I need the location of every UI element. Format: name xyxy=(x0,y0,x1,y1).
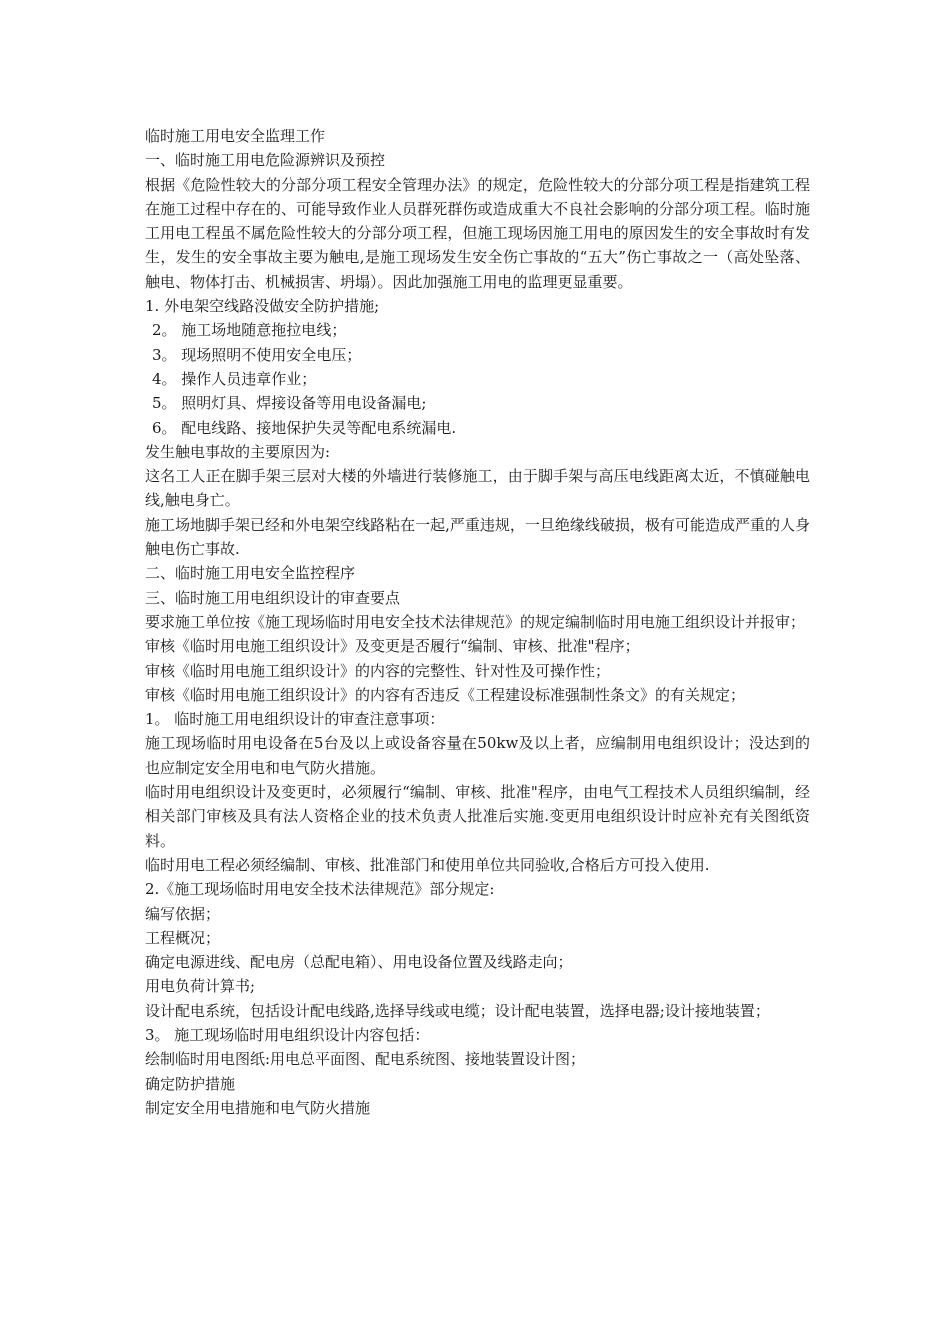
body-paragraph: 编写依据； xyxy=(145,904,221,923)
body-paragraph: 确定电源进线、配电房（总配电箱）、用电设备位置及线路走向； xyxy=(145,953,573,972)
section-heading-1: 一、临时施工用电危险源辨识及预控 xyxy=(145,151,386,170)
body-paragraph: 发生触电事故的主要原因为: xyxy=(145,442,331,461)
body-paragraph: 确定防护措施 xyxy=(145,1074,236,1093)
subsection-heading: 2.《施工现场临时用电安全技术法律规范》部分规定: xyxy=(145,880,495,899)
body-paragraph: 用电负荷计算书; xyxy=(145,977,256,996)
subsection-heading: 1。 临时施工用电组织设计的审查注意事项： xyxy=(145,710,445,729)
subsection-heading: 3。 施工现场临时用电组织设计内容包括： xyxy=(145,1025,430,1044)
body-paragraph: 审核《临时用电施工组织设计》的内容有否违反《工程建设标准强制性条文》的有关规定； xyxy=(145,685,746,704)
list-item: 5。 照明灯具、焊接设备等用电设备漏电; xyxy=(152,394,427,413)
body-paragraph: 这名工人正在脚手架三层对大楼的外墙进行装修施工，由于脚手架与高压电线距离太近，不慎碰触电线,触电身亡。 xyxy=(145,467,810,510)
body-paragraph: 设计配电系统，包括设计配电线路,选择导线或电缆；设计配电装置，选择电器;设计接地装置； xyxy=(145,1001,770,1020)
body-paragraph: 审核《临时用电施工组织设计》及变更是否履行“编制、审核、批准"程序； xyxy=(145,637,640,656)
section-heading-3: 三、临时施工用电组织设计的审查要点 xyxy=(145,588,401,607)
section-heading-2: 二、临时施工用电安全监控程序 xyxy=(145,564,356,583)
list-item: 4。 操作人员违章作业； xyxy=(152,369,317,388)
list-item: 2。 施工场地随意拖拉电线； xyxy=(152,321,347,340)
body-paragraph: 临时用电组织设计及变更时，必须履行“编制、审核、批准"程序，由电气工程技术人员组织编制，经相关部门审核及具有法人资格企业的技术负责人批准后实施.变更用电组织设计时应补充有关图纸资料。 xyxy=(145,783,810,850)
body-paragraph: 绘制临时用电图纸:用电总平面图、配电系统图、接地装置设计图； xyxy=(145,1050,586,1069)
body-paragraph: 审核《临时用电施工组织设计》的内容的完整性、针对性及可操作性； xyxy=(145,661,611,680)
body-paragraph: 临时用电工程必须经编制、审核、批准部门和使用单位共同验收,合格后方可投入使用. xyxy=(145,855,710,874)
document-body xyxy=(145,124,810,1120)
body-paragraph: 工程概况； xyxy=(145,928,221,947)
body-paragraph: 施工现场临时用电设备在5台及以上或设备容量在50kw及以上者，应编制用电组织设计；没达到的也应制定安全用电和电气防火措施。 xyxy=(145,734,810,777)
list-item: 1. 外电架空线路没做安全防护措施; xyxy=(145,297,380,316)
body-paragraph: 要求施工单位按《施工现场临时用电安全技术法律规范》的规定编制临时用电施工组织设计并报审； xyxy=(145,612,806,631)
document-title: 临时施工用电安全监理工作 xyxy=(145,127,326,145)
list-item: 6。 配电线路、接地保护失灵等配电系统漏电. xyxy=(152,418,457,437)
body-paragraph: 制定安全用电措施和电气防火措施 xyxy=(145,1098,371,1117)
list-item: 3。 现场照明不使用安全电压； xyxy=(152,345,362,364)
body-paragraph: 施工场地脚手架已经和外电架空线路粘在一起,严重违规，一旦绝缘线破损，极有可能造成严重的人身触电伤亡事故. xyxy=(145,515,810,559)
body-paragraph: 根据《危险性较大的分部分项工程安全管理办法》的规定，危险性较大的分部分项工程是指建筑工程在施工过程中存在的、可能导致作业人员群死群伤或造成重大不良社会影响的分部分项工程。临时施工用电工程虽不属危险性较大的分部分项工程，但施工现场因施工用电的原因发生的安全事故时有发生，发生的安全事故主要为触电,是施工现场发生安全伤亡事故的“五大”伤亡事故之一（高处坠落、触电、物体打击、机械损害、坍塌）。因此加强施工用电的监理更显重要。 xyxy=(145,175,810,291)
